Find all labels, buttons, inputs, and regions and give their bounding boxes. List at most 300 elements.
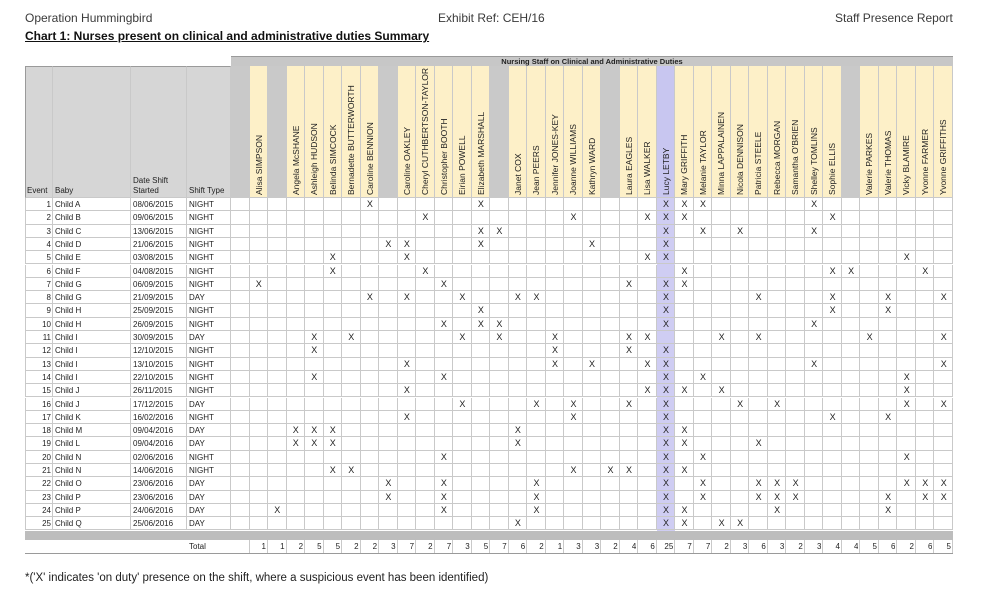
grid-cell [231,304,250,317]
cell-baby: Child G [55,279,82,289]
grid-cell [638,437,657,450]
cell-shift: NIGHT [189,466,214,475]
grid-cell [379,291,398,304]
grid-cell [786,437,805,450]
grid-cell [268,411,287,424]
grid-cell [564,491,583,504]
grid-cell [453,424,472,437]
presence-mark: X [774,478,781,489]
grid-cell [620,358,639,371]
grid-cell [731,318,750,331]
grid-cell [268,491,287,504]
staff-name: Caroline BENNION [364,122,375,195]
grid-cell [731,265,750,278]
presence-mark: X [792,478,799,489]
grid-cell [287,371,306,384]
grid-cell [916,371,935,384]
presence-mark: X [663,491,670,502]
presence-mark: X [403,292,410,303]
presence-mark: X [903,451,910,462]
cell-shift: NIGHT [189,253,214,263]
grid-cell [305,384,324,397]
grid-cell [527,344,546,357]
cell-event: 1 [46,200,51,209]
presence-mark: X [533,504,540,515]
grid-cell [361,238,380,251]
grid-cell [712,225,731,238]
grid-cell [453,251,472,264]
presence-mark: X [644,385,651,396]
grid-cell [509,398,528,411]
grid-cell [527,251,546,264]
grid-cell [231,358,250,371]
grid-cell [731,251,750,264]
cell-event: 24 [42,505,51,515]
grid-cell [694,291,713,304]
grid-cell [601,251,620,264]
grid-cell [490,398,509,411]
grid-cell [361,265,380,278]
total-value: 3 [779,541,785,551]
grid-cell [879,211,898,224]
grid-cell [398,225,417,238]
grid-cell [416,451,435,464]
grid-cell [527,238,546,251]
grid-cell [583,291,602,304]
grid-cell [842,491,861,504]
grid-cell [712,251,731,264]
grid-cell [342,358,361,371]
grid-cell [897,411,916,424]
grid-cell [305,517,324,530]
total-value: 6 [520,541,526,551]
grid-cell [250,318,269,331]
presence-mark: X [829,212,836,223]
cell-event: 13 [42,359,51,369]
grid-cell [601,477,620,490]
staff-name: Nicola DENNISON [734,124,745,195]
grid-cell [546,384,565,397]
presence-mark: X [663,504,670,515]
presence-mark: X [922,265,929,276]
grid-cell [897,491,916,504]
staff-name: Melanie TAYLOR [697,130,708,195]
presence-mark: X [477,305,484,316]
presence-mark: X [940,491,947,502]
grid-cell [916,344,935,357]
grid-cell [324,344,343,357]
grid-cell [509,384,528,397]
presence-mark: X [663,212,670,223]
grid-cell [823,437,842,450]
grid-cell [620,225,639,238]
total-value: 6 [650,541,655,551]
grid-cell [472,344,491,357]
grid-cell [342,238,361,251]
grid-cell [268,464,287,477]
grid-cell [601,331,620,344]
grid-cell [712,491,731,504]
cell-baby: Child F [55,266,81,276]
presence-mark: X [903,478,910,489]
grid-cell [712,211,731,224]
grid-cell [231,291,250,304]
grid-cell [823,384,842,397]
grid-cell [916,304,935,317]
grid-cell [305,398,324,411]
grid-cell [435,358,454,371]
grid-cell [897,318,916,331]
grid-cell [546,225,565,238]
grid-cell [231,371,250,384]
presence-mark: X [718,518,725,529]
total-value: 6 [890,541,896,551]
grid-cell [786,265,805,278]
cell-date: 09/04/2016 [133,439,174,449]
grid-cell [768,318,787,331]
grid-cell [879,437,898,450]
grid-cell [897,198,916,211]
grid-cell [231,251,250,264]
grid-cell [860,225,879,238]
grid-cell [342,251,361,264]
grid-cell [879,517,898,530]
grid-cell [509,371,528,384]
grid-cell [398,265,417,278]
presence-mark: X [311,371,318,382]
total-value: 25 [664,541,674,551]
presence-mark: X [922,478,929,489]
presence-mark: X [903,252,910,263]
grid-cell [490,265,509,278]
staff-name: Shelley TOMLINS [808,127,819,195]
grid-cell [287,318,306,331]
grid-cell [879,398,898,411]
grid-cell [731,504,750,517]
grid-cell [564,225,583,238]
grid-cell [823,238,842,251]
grid-cell [231,517,250,530]
grid-cell [398,278,417,291]
grid-cell [472,477,491,490]
grid-cell [490,198,509,211]
presence-mark: X [403,358,410,369]
grid-cell [694,318,713,331]
grid-cell [860,517,879,530]
grid-cell [694,344,713,357]
grid-cell [398,437,417,450]
grid-cell [842,384,861,397]
grid-cell [601,491,620,504]
grid-cell [509,344,528,357]
presence-mark: X [477,318,484,329]
grid-cell [453,344,472,357]
grid-cell [398,477,417,490]
grid-cell [879,477,898,490]
grid-cell [361,225,380,238]
grid-cell [324,451,343,464]
presence-mark: X [681,212,688,223]
grid-cell [749,211,768,224]
grid-cell [916,198,935,211]
grid-cell [638,198,657,211]
grid-cell [509,331,528,344]
presence-mark: X [737,225,744,236]
grid-cell [675,411,694,424]
grid-cell [768,437,787,450]
grid-cell [879,251,898,264]
grid-cell [712,451,731,464]
grid-cell [749,225,768,238]
grid-cell [749,517,768,530]
grid-cell [324,358,343,371]
presence-mark: X [718,332,725,342]
grid-cell [583,504,602,517]
grid-cell [379,437,398,450]
grid-cell [860,398,879,411]
grid-cell [416,251,435,264]
cell-baby: Child M [55,426,83,436]
cell-event: 3 [46,226,51,236]
grid-cell [546,304,565,317]
grid-cell [601,517,620,530]
presence-mark: X [792,491,799,502]
grid-cell [823,424,842,437]
grid-cell [509,411,528,424]
presence-mark: X [663,318,670,329]
grid-cell [601,424,620,437]
cell-date: 03/08/2015 [133,253,174,263]
grid-cell [805,464,824,477]
cell-baby: Child J [55,386,80,396]
grid-cell [749,251,768,264]
cell-date: 21/09/2015 [133,293,174,303]
presence-mark: X [663,252,670,263]
grid-cell [583,371,602,384]
grid-cell [860,371,879,384]
grid-cell [472,265,491,278]
grid-cell [490,477,509,490]
cell-shift: NIGHT [189,226,214,236]
grid-cell [287,451,306,464]
grid-cell [379,318,398,331]
grid-cell [453,358,472,371]
grid-cell [860,464,879,477]
grid-cell [416,517,435,530]
grid-cell [842,225,861,238]
cell-shift: NIGHT [189,372,214,382]
grid-cell [379,464,398,477]
cell-baby: Child N [55,452,82,462]
grid-cell [379,384,398,397]
presence-mark: X [737,518,744,529]
grid-cell [823,225,842,238]
grid-cell [546,411,565,424]
grid-cell [786,304,805,317]
cell-event: 15 [42,386,51,396]
grid-cell [860,278,879,291]
grid-cell [916,517,935,530]
grid-cell [287,504,306,517]
grid-cell [472,384,491,397]
grid-cell [527,358,546,371]
grid-cell [231,344,250,357]
grid-cell [786,504,805,517]
grid-cell [268,318,287,331]
presence-mark: X [477,225,484,236]
cell-date: 13/06/2015 [133,226,174,236]
grid-cell [786,331,805,344]
grid-cell [620,265,639,278]
grid-cell [934,304,953,317]
grid-cell [620,211,639,224]
grid-cell [231,477,250,490]
grid-cell [324,238,343,251]
grid-cell [435,344,454,357]
grid-cell [916,358,935,371]
grid-cell [916,424,935,437]
grid-cell [435,517,454,530]
presence-mark: X [755,292,762,303]
presence-mark: X [626,278,633,289]
grid-cell [638,344,657,357]
presence-mark: X [403,385,410,396]
grid-cell [564,278,583,291]
grid-cell [250,211,269,224]
grid-cell [916,211,935,224]
grid-cell [287,344,306,357]
presence-mark: X [663,385,670,396]
grid-cell [601,504,620,517]
grid-cell [342,265,361,278]
staff-name: Ashleigh HUDSON [309,123,320,195]
presence-mark: X [681,504,688,515]
presence-mark: X [570,465,577,475]
grid-cell [231,198,250,211]
grid-cell [453,504,472,517]
grid-cell [749,358,768,371]
grid-cell [657,331,676,344]
cell-baby: Child H [55,319,82,329]
grid-cell [786,251,805,264]
presence-mark: X [774,491,781,502]
grid-cell [342,477,361,490]
grid-cell [435,331,454,344]
grid-cell [546,198,565,211]
grid-cell [712,198,731,211]
grid-cell [527,211,546,224]
grid-cell [768,238,787,251]
grid-cell [712,398,731,411]
grid-cell [601,344,620,357]
grid-cell [527,278,546,291]
grid-cell [601,291,620,304]
staff-name: Vicky BLAMIRE [901,135,912,195]
grid-cell [287,398,306,411]
presence-mark: X [440,491,447,502]
grid-cell [786,318,805,331]
grid-cell [398,344,417,357]
presence-mark: X [570,398,577,409]
grid-cell [675,318,694,331]
grid-cell [546,517,565,530]
grid-cell [416,304,435,317]
grid-cell [620,251,639,264]
presence-mark: X [570,212,577,223]
grid-cell [897,238,916,251]
staff-name: Elizabeth MARSHALL [475,111,486,195]
grid-cell [416,384,435,397]
grid-cell [416,291,435,304]
presence-mark: X [644,252,651,263]
presence-mark: X [459,332,466,342]
grid-cell [805,278,824,291]
grid-cell [731,291,750,304]
grid-cell [416,358,435,371]
grid-cell [694,398,713,411]
cell-shift: DAY [189,426,205,436]
grid-cell [731,384,750,397]
grid-cell [324,304,343,317]
grid-cell [435,464,454,477]
grid-cell [675,291,694,304]
grid-cell [250,198,269,211]
grid-cell [305,318,324,331]
grid-cell [509,358,528,371]
grid-cell [416,424,435,437]
grid-cell [472,411,491,424]
grid-cell [250,451,269,464]
grid-cell [823,451,842,464]
grid-cell [287,291,306,304]
grid-cell [564,344,583,357]
cell-shift: NIGHT [189,213,214,223]
staff-header [268,66,287,198]
presence-mark: X [533,491,540,502]
presence-mark: X [570,411,577,422]
grid-cell [231,398,250,411]
presence-mark: X [885,411,892,422]
grid-cell [527,304,546,317]
grid-cell [416,464,435,477]
grid-cell [694,424,713,437]
grid-cell [490,278,509,291]
grid-cell [601,265,620,278]
total-value: 3 [465,541,470,551]
grid-cell [250,331,269,344]
cell-date: 22/10/2015 [133,372,174,382]
presence-mark: X [700,225,707,236]
grid-cell [712,318,731,331]
grid-cell [527,371,546,384]
grid-cell [601,384,620,397]
presence-mark: X [681,265,688,276]
grid-cell [842,451,861,464]
grid-cell [490,451,509,464]
presence-mark: X [626,465,633,475]
cell-date: 23/06/2016 [133,492,174,502]
grid-cell [342,411,361,424]
total-value: 3 [816,541,822,551]
grid-cell [823,318,842,331]
grid-cell [268,424,287,437]
total-value: 1 [280,541,285,551]
grid-cell [934,437,953,450]
grid-cell [546,371,565,384]
grid-cell [231,411,250,424]
cell-event: 19 [42,439,51,449]
grid-cell [768,211,787,224]
